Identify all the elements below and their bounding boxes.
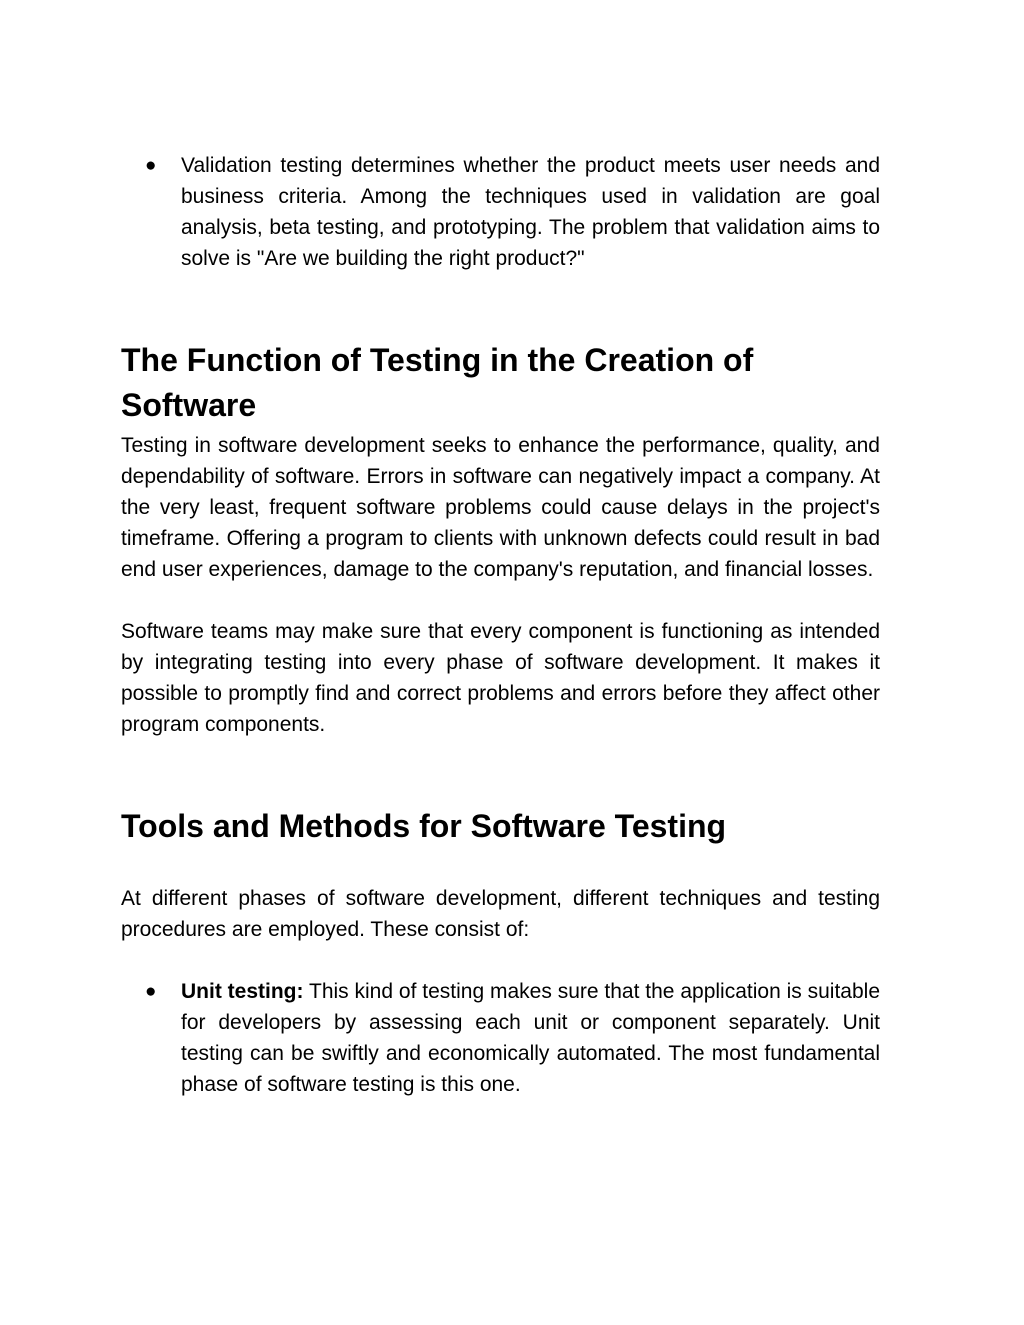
paragraph: Testing in software development seeks to enhance the performance, quality, and dependability of software. Errors in software can negatively impact a company. At the very least, frequent software problems could cause delays in the project's timeframe. Offering a program to clients with unknown defects could result in bad end user experiences, damage to the company's reputation, and financial losses.	[121, 434, 880, 581]
list-item	[121, 150, 880, 274]
paragraph: At different phases of software development, different techniques and testing procedures are employed. These consist of:	[121, 887, 880, 941]
section-heading: The Function of Testing in the Creation of Software	[121, 342, 754, 423]
paragraph: Software teams may make sure that every component is functioning as intended by integrating testing into every phase of software development. It makes it possible to promptly find and correct problems and errors before they affect other program components.	[121, 620, 880, 736]
bullet-icon: ●	[145, 155, 157, 176]
document-page	[121, 150, 880, 1100]
list-item	[121, 976, 880, 1100]
bullet-text: Validation testing determines whether the product meets user needs and business criteria. Among the techniques used in validation are goal analysis, beta testing, and prototyping. The problem that validation aims to solve is "Are we building the right product?"	[181, 154, 880, 270]
bullet-text: This kind of testing makes sure that the application is suitable for developers by assessing each unit or component separately. Unit testing can be swiftly and economically automated. The most fundamental phase of software testing is this one.	[181, 980, 881, 1096]
section-heading: Tools and Methods for Software Testing	[121, 808, 727, 844]
validation-bullet-list	[121, 150, 880, 274]
methods-bullet-list	[121, 976, 880, 1100]
bullet-term: Unit testing:	[181, 980, 304, 1003]
bullet-icon: ●	[145, 981, 157, 1002]
